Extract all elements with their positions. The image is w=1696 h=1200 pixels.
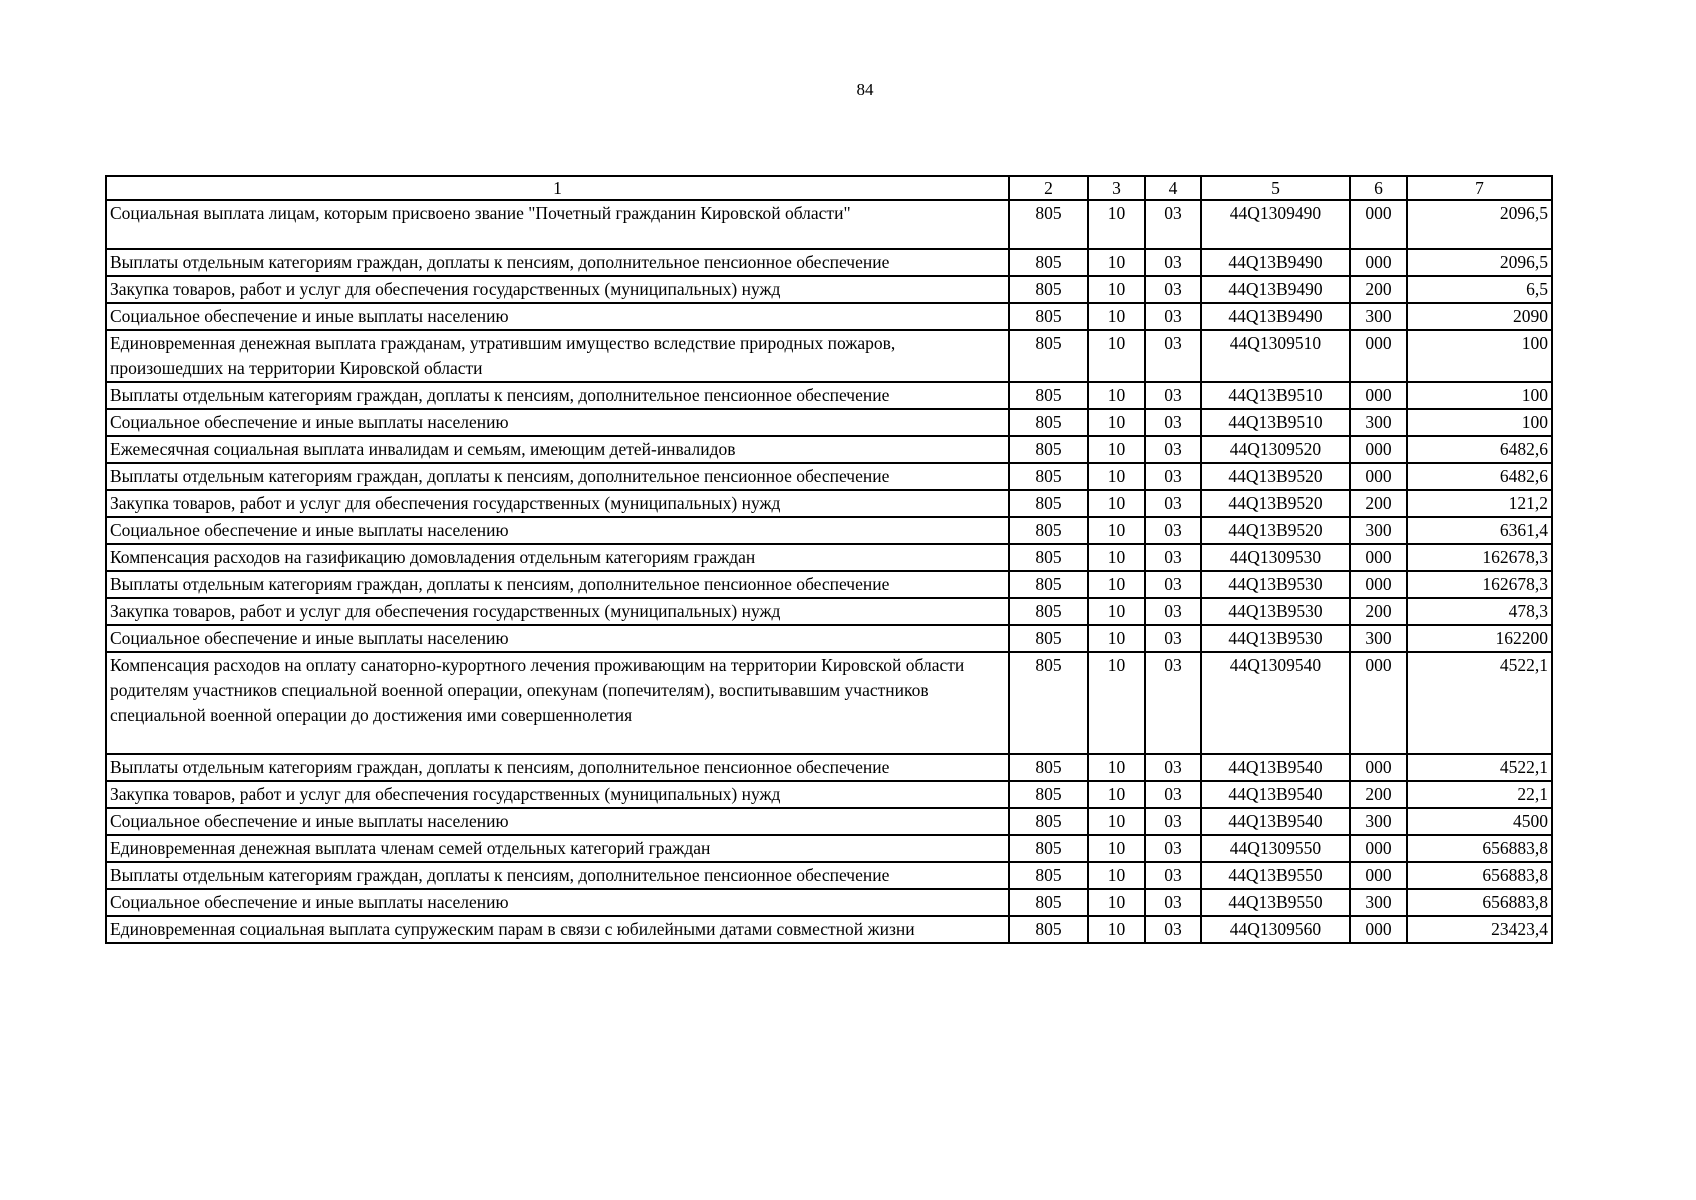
cell-name: Социальное обеспечение и иные выплаты населению (106, 625, 1009, 652)
table-row (106, 808, 1552, 835)
cell-col-4: 03 (1145, 303, 1201, 330)
cell-col-7: 656883,8 (1407, 862, 1552, 889)
cell-col-5: 44Q1309560 (1201, 916, 1350, 943)
cell-col-7: 2090 (1407, 303, 1552, 330)
cell-col-6: 000 (1350, 754, 1407, 781)
table-row (106, 754, 1552, 781)
cell-col-5: 44Q13B9530 (1201, 571, 1350, 598)
cell-col-3: 10 (1088, 571, 1145, 598)
cell-col-4: 03 (1145, 835, 1201, 862)
cell-col-5: 44Q1309530 (1201, 544, 1350, 571)
table-row (106, 490, 1552, 517)
cell-col-5: 44Q13B9550 (1201, 889, 1350, 916)
cell-name: Выплаты отдельным категориям граждан, доплаты к пенсиям, дополнительное пенсионное обеспечение (106, 754, 1009, 781)
cell-col-4: 03 (1145, 200, 1201, 249)
column-header-5: 5 (1201, 176, 1350, 200)
cell-col-5: 44Q13B9520 (1201, 517, 1350, 544)
cell-name: Закупка товаров, работ и услуг для обеспечения государственных (муниципальных) нужд (106, 781, 1009, 808)
cell-col-6: 200 (1350, 276, 1407, 303)
cell-col-7: 4522,1 (1407, 754, 1552, 781)
cell-col-5: 44Q1309550 (1201, 835, 1350, 862)
table-row (106, 652, 1552, 754)
cell-col-5: 44Q13B9540 (1201, 781, 1350, 808)
cell-name: Закупка товаров, работ и услуг для обеспечения государственных (муниципальных) нужд (106, 598, 1009, 625)
cell-col-6: 300 (1350, 808, 1407, 835)
cell-col-4: 03 (1145, 598, 1201, 625)
cell-col-5: 44Q13B9510 (1201, 409, 1350, 436)
cell-col-4: 03 (1145, 652, 1201, 754)
cell-name: Социальное обеспечение и иные выплаты населению (106, 517, 1009, 544)
cell-col-2: 805 (1009, 409, 1088, 436)
cell-col-5: 44Q13B9540 (1201, 754, 1350, 781)
cell-col-5: 44Q1309540 (1201, 652, 1350, 754)
cell-col-7: 100 (1407, 330, 1552, 382)
cell-name: Ежемесячная социальная выплата инвалидам и семьям, имеющим детей-инвалидов (106, 436, 1009, 463)
cell-col-6: 000 (1350, 916, 1407, 943)
table-body (106, 200, 1552, 943)
table-row (106, 249, 1552, 276)
cell-col-3: 10 (1088, 889, 1145, 916)
cell-col-3: 10 (1088, 862, 1145, 889)
cell-col-3: 10 (1088, 276, 1145, 303)
cell-col-5: 44Q13B9530 (1201, 625, 1350, 652)
cell-name: Социальное обеспечение и иные выплаты населению (106, 409, 1009, 436)
table-row (106, 916, 1552, 943)
table-row (106, 436, 1552, 463)
cell-name: Закупка товаров, работ и услуг для обеспечения государственных (муниципальных) нужд (106, 490, 1009, 517)
cell-name: Единовременная денежная выплата членам семей отдельных категорий граждан (106, 835, 1009, 862)
cell-name: Закупка товаров, работ и услуг для обеспечения государственных (муниципальных) нужд (106, 276, 1009, 303)
cell-col-4: 03 (1145, 781, 1201, 808)
cell-col-6: 000 (1350, 463, 1407, 490)
cell-col-2: 805 (1009, 835, 1088, 862)
cell-col-6: 000 (1350, 544, 1407, 571)
cell-col-3: 10 (1088, 330, 1145, 382)
cell-col-6: 200 (1350, 490, 1407, 517)
cell-col-3: 10 (1088, 463, 1145, 490)
cell-col-2: 805 (1009, 249, 1088, 276)
table-row (106, 835, 1552, 862)
cell-name: Выплаты отдельным категориям граждан, доплаты к пенсиям, дополнительное пенсионное обеспечение (106, 382, 1009, 409)
cell-col-7: 478,3 (1407, 598, 1552, 625)
cell-col-7: 100 (1407, 409, 1552, 436)
cell-col-2: 805 (1009, 200, 1088, 249)
cell-col-7: 2096,5 (1407, 249, 1552, 276)
cell-col-7: 2096,5 (1407, 200, 1552, 249)
cell-col-2: 805 (1009, 330, 1088, 382)
cell-col-5: 44Q13B9550 (1201, 862, 1350, 889)
cell-col-5: 44Q13B9490 (1201, 303, 1350, 330)
cell-col-6: 300 (1350, 625, 1407, 652)
cell-col-5: 44Q13B9490 (1201, 276, 1350, 303)
cell-name: Социальное обеспечение и иные выплаты населению (106, 889, 1009, 916)
cell-name: Компенсация расходов на газификацию домовладения отдельным категориям граждан (106, 544, 1009, 571)
cell-col-7: 121,2 (1407, 490, 1552, 517)
cell-name: Выплаты отдельным категориям граждан, доплаты к пенсиям, дополнительное пенсионное обеспечение (106, 862, 1009, 889)
cell-col-7: 6482,6 (1407, 463, 1552, 490)
cell-col-2: 805 (1009, 382, 1088, 409)
cell-col-2: 805 (1009, 463, 1088, 490)
cell-col-7: 6361,4 (1407, 517, 1552, 544)
cell-name: Выплаты отдельным категориям граждан, доплаты к пенсиям, дополнительное пенсионное обеспечение (106, 249, 1009, 276)
cell-col-6: 000 (1350, 249, 1407, 276)
cell-col-4: 03 (1145, 808, 1201, 835)
cell-col-6: 300 (1350, 889, 1407, 916)
cell-name: Единовременная денежная выплата гражданам, утратившим имущество вследствие природных пожаров, произошедших на территории Кировской области (106, 330, 1009, 382)
cell-col-7: 162678,3 (1407, 571, 1552, 598)
cell-col-7: 162200 (1407, 625, 1552, 652)
cell-col-5: 44Q13B9520 (1201, 463, 1350, 490)
cell-col-2: 805 (1009, 652, 1088, 754)
cell-name: Единовременная социальная выплата супружеским парам в связи с юбилейными датами совместной жизни (106, 916, 1009, 943)
cell-col-3: 10 (1088, 625, 1145, 652)
cell-col-2: 805 (1009, 754, 1088, 781)
cell-col-3: 10 (1088, 835, 1145, 862)
cell-name: Социальное обеспечение и иные выплаты населению (106, 303, 1009, 330)
cell-col-7: 656883,8 (1407, 889, 1552, 916)
cell-col-3: 10 (1088, 436, 1145, 463)
table-row (106, 276, 1552, 303)
table-row (106, 463, 1552, 490)
cell-col-4: 03 (1145, 544, 1201, 571)
column-header-4: 4 (1145, 176, 1201, 200)
cell-col-7: 4500 (1407, 808, 1552, 835)
page-number: 84 (856, 80, 874, 99)
cell-col-4: 03 (1145, 571, 1201, 598)
cell-col-4: 03 (1145, 862, 1201, 889)
cell-col-6: 200 (1350, 598, 1407, 625)
cell-col-2: 805 (1009, 571, 1088, 598)
cell-col-5: 44Q13B9530 (1201, 598, 1350, 625)
cell-col-7: 23423,4 (1407, 916, 1552, 943)
cell-col-6: 000 (1350, 862, 1407, 889)
table-row (106, 330, 1552, 382)
cell-col-7: 100 (1407, 382, 1552, 409)
cell-col-2: 805 (1009, 625, 1088, 652)
cell-col-4: 03 (1145, 625, 1201, 652)
cell-col-3: 10 (1088, 598, 1145, 625)
cell-col-2: 805 (1009, 862, 1088, 889)
cell-col-3: 10 (1088, 916, 1145, 943)
table-row (106, 862, 1552, 889)
table-row (106, 625, 1552, 652)
cell-col-3: 10 (1088, 517, 1145, 544)
cell-col-4: 03 (1145, 490, 1201, 517)
cell-col-4: 03 (1145, 463, 1201, 490)
cell-name: Выплаты отдельным категориям граждан, доплаты к пенсиям, дополнительное пенсионное обеспечение (106, 463, 1009, 490)
cell-name: Выплаты отдельным категориям граждан, доплаты к пенсиям, дополнительное пенсионное обеспечение (106, 571, 1009, 598)
cell-col-5: 44Q13B9490 (1201, 249, 1350, 276)
column-header-7: 7 (1407, 176, 1552, 200)
cell-col-3: 10 (1088, 200, 1145, 249)
table-row (106, 889, 1552, 916)
cell-col-4: 03 (1145, 330, 1201, 382)
cell-name: Социальное обеспечение и иные выплаты населению (106, 808, 1009, 835)
cell-col-3: 10 (1088, 781, 1145, 808)
cell-col-2: 805 (1009, 303, 1088, 330)
cell-col-6: 000 (1350, 652, 1407, 754)
column-header-6: 6 (1350, 176, 1407, 200)
cell-col-2: 805 (1009, 517, 1088, 544)
table-row (106, 409, 1552, 436)
table-row (106, 382, 1552, 409)
cell-col-7: 4522,1 (1407, 652, 1552, 754)
cell-col-4: 03 (1145, 436, 1201, 463)
cell-col-2: 805 (1009, 916, 1088, 943)
cell-col-4: 03 (1145, 889, 1201, 916)
cell-col-7: 656883,8 (1407, 835, 1552, 862)
cell-col-6: 000 (1350, 330, 1407, 382)
cell-col-4: 03 (1145, 754, 1201, 781)
column-header-2: 2 (1009, 176, 1088, 200)
cell-col-3: 10 (1088, 544, 1145, 571)
cell-col-7: 162678,3 (1407, 544, 1552, 571)
cell-col-5: 44Q1309510 (1201, 330, 1350, 382)
column-header-3: 3 (1088, 176, 1145, 200)
table-row (106, 200, 1552, 249)
cell-col-3: 10 (1088, 652, 1145, 754)
cell-col-5: 44Q1309520 (1201, 436, 1350, 463)
table-row (106, 303, 1552, 330)
table-row (106, 571, 1552, 598)
cell-col-3: 10 (1088, 490, 1145, 517)
cell-col-2: 805 (1009, 889, 1088, 916)
cell-col-7: 6,5 (1407, 276, 1552, 303)
table-row (106, 781, 1552, 808)
cell-col-7: 6482,6 (1407, 436, 1552, 463)
cell-col-2: 805 (1009, 490, 1088, 517)
cell-col-3: 10 (1088, 808, 1145, 835)
cell-col-7: 22,1 (1407, 781, 1552, 808)
cell-col-6: 000 (1350, 382, 1407, 409)
cell-col-6: 000 (1350, 200, 1407, 249)
cell-col-3: 10 (1088, 303, 1145, 330)
cell-col-2: 805 (1009, 436, 1088, 463)
cell-col-4: 03 (1145, 382, 1201, 409)
cell-col-4: 03 (1145, 276, 1201, 303)
cell-col-3: 10 (1088, 249, 1145, 276)
cell-col-6: 300 (1350, 409, 1407, 436)
cell-col-3: 10 (1088, 409, 1145, 436)
cell-col-3: 10 (1088, 382, 1145, 409)
cell-col-6: 000 (1350, 571, 1407, 598)
cell-col-5: 44Q13B9510 (1201, 382, 1350, 409)
table-row (106, 544, 1552, 571)
cell-col-6: 000 (1350, 436, 1407, 463)
cell-col-5: 44Q1309490 (1201, 200, 1350, 249)
cell-col-4: 03 (1145, 249, 1201, 276)
cell-col-5: 44Q13B9520 (1201, 490, 1350, 517)
table-row (106, 598, 1552, 625)
cell-col-4: 03 (1145, 916, 1201, 943)
cell-col-2: 805 (1009, 808, 1088, 835)
cell-name: Компенсация расходов на оплату санаторно-курортного лечения проживающим на территории Кировской области родителям участников специальной военной операции, опекунам (попечителям), воспитывавшим участников специальной военной операции до достижения ими совершеннолетия (106, 652, 1009, 754)
table-header-row (106, 176, 1552, 200)
cell-col-2: 805 (1009, 276, 1088, 303)
budget-table (105, 175, 1553, 944)
cell-col-4: 03 (1145, 409, 1201, 436)
cell-col-6: 300 (1350, 517, 1407, 544)
cell-col-4: 03 (1145, 517, 1201, 544)
column-header-1: 1 (106, 176, 1009, 200)
table-row (106, 517, 1552, 544)
cell-col-6: 200 (1350, 781, 1407, 808)
cell-col-5: 44Q13B9540 (1201, 808, 1350, 835)
cell-col-3: 10 (1088, 754, 1145, 781)
cell-name: Социальная выплата лицам, которым присвоено звание "Почетный гражданин Кировской области" (106, 200, 1009, 249)
cell-col-6: 300 (1350, 303, 1407, 330)
cell-col-6: 000 (1350, 835, 1407, 862)
cell-col-2: 805 (1009, 598, 1088, 625)
cell-col-2: 805 (1009, 781, 1088, 808)
cell-col-2: 805 (1009, 544, 1088, 571)
